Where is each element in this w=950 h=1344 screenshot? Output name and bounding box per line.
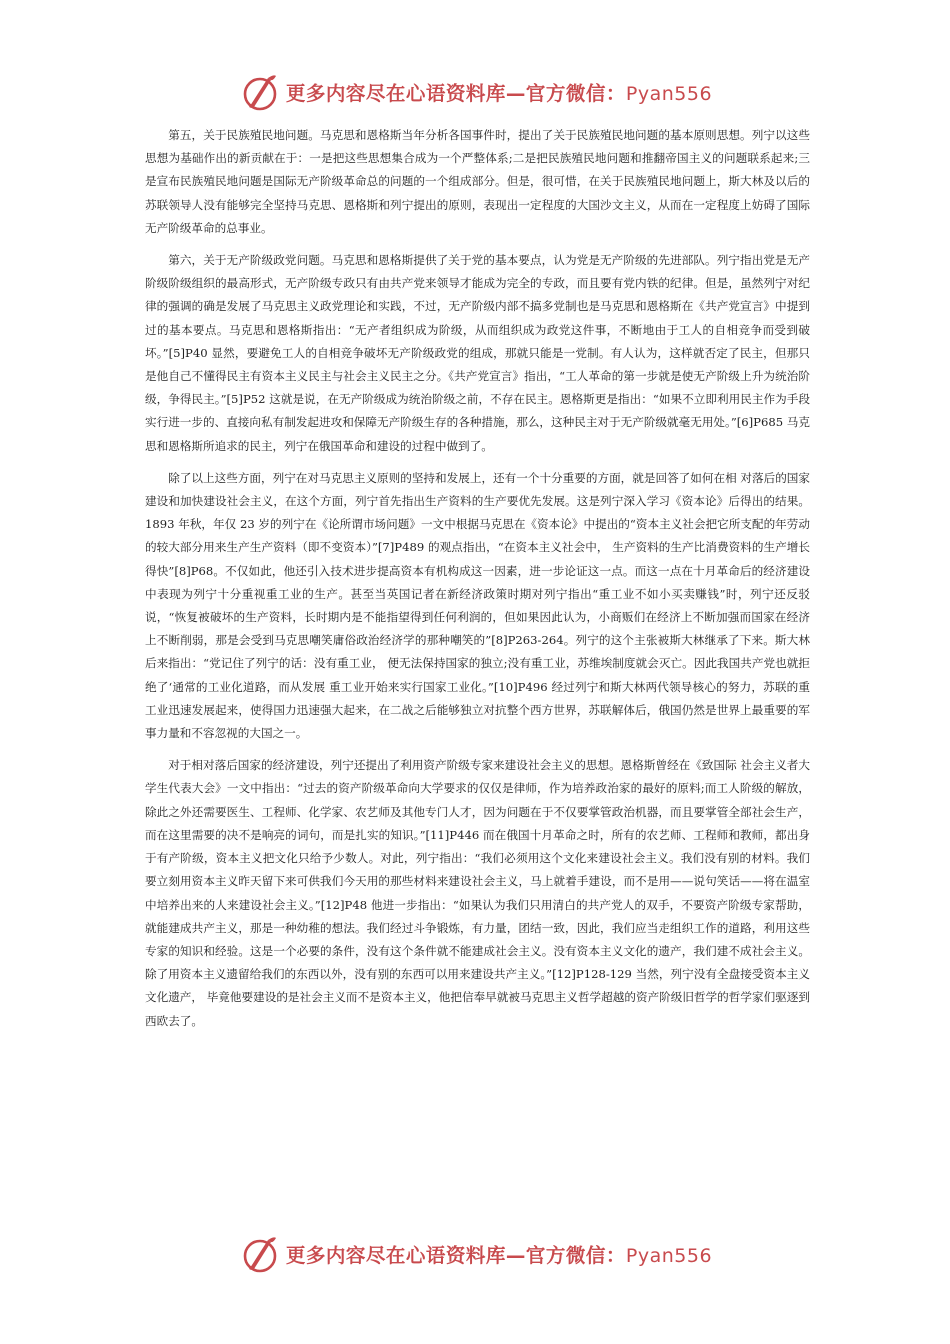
paragraph-4: 对于相对落后国家的经济建设，列宁还提出了利用资产阶级专家来建设社会主义的思想。恩格斯曾经在《致国际 社会主义者大学生代表大会》一文中指出：“过去的资产阶级革命向大学要求的仅仅是律师，作为培养政治家的最好的原料;而工人阶级的解放，除此之外还需要医生、工程师、化学家、农艺师及其他专门人才，因为问题在于不仅要掌管政治机器，而且要掌管全部社会生产，而在这里需要的决不是响亮的词句，而是扎实的知识。”[11]P446 而在俄国十月革命之时，所有的农艺师、工程师和教师，都出身于有产阶级，资本主义把文化只给予少数人。对此，列宁指出：“我们必须用这个文化来建设社会主义。我们没有别的材料。我们要立刻用资本主义昨天留下来可供我们今天用的那些材料来建设社会主义，马上就着手建设，而不是用——说句笑话——将在温室中培养出来的人来建设社会主义。”[12]P48 他进一步指出：“如果认为我们只用清白的共产党人的双手，不要资产阶级专家帮助，就能建成共产主义，那是一种幼稚的想法。我们经过斗争锻炼，有力量，团结一致，因此，我们应当走组织工作的道路，利用这些专家的知识和经验。这是一个必要的条件，没有这个条件就不能建成社会主义。没有资本主义文化的遗产，我们建不成社会主义。除了用资本主义遗留给我们的东西以外，没有别的东西可以用来建设共产主义。”[12]P128-129 当然，列宁没有全盘接受资本主义文化遗产， 毕竟他要建设的是社会主义而不是资本主义，他把信奉早就被马克思主义哲学超越的资产阶级旧哲学的哲学家们驱逐到西欧去了。: [145, 758, 810, 1028]
paragraph-2: 第六，关于无产阶级政党问题。马克思和恩格斯提供了关于党的基本要点，认为党是无产阶级的先进部队。列宁指出党是无产阶级阶级组织的最高形式，无产阶级专政只有由共产党来领导才能成为完全的专政，而且要有党内铁的纪律。但是，虽然列宁对纪律的强调的确是发展了马克思主义政党理论和实践，不过，无产阶级内部不搞多党制也是马克思和恩格斯在《共产党宣言》中提到过的基本要点。马克思和恩格斯指出：“无产者组织成为阶级，从而组织成为政党这件事，不断地由于工人的自相竞争而受到破坏。”[5]P40 显然，要避免工人的自相竞争破坏无产阶级政党的组成，那就只能是一党制。有人认为，这样就否定了民主，但那只是他自己不懂得民主有资本主义民主与社会主义民主之分。《共产党宣言》指出，“工人革命的第一步就是使无产阶级上升为统治阶级，争得民主。”[5]P52 这就是说，在无产阶级成为统治阶级之前，不存在民主。恩格斯更是指出：“如果不立即利用民主作为手段实行进一步的、直接向私有制发起进攻和保障无产阶级生存的各种措施，那么，这种民主对于无产阶级就毫无用处。”[6]P685 马克思和恩格斯所追求的民主，列宁在俄国革命和建设的过程中做到了。: [145, 253, 810, 453]
header-banner-wechat: Pyan556: [625, 83, 713, 105]
document-body: [145, 124, 810, 1042]
footer-banner-cn: 更多内容尽在心语资料库—官方微信：: [285, 1244, 626, 1267]
quill-logo-icon: [238, 70, 282, 114]
quill-logo-icon: [238, 1232, 282, 1276]
header-banner-text: [286, 78, 712, 106]
footer-banner-text: [286, 1240, 712, 1268]
header-banner-cn: 更多内容尽在心语资料库—官方微信：: [285, 82, 626, 105]
footer-banner: [0, 1230, 950, 1278]
footer-banner-wechat: Pyan556: [625, 1245, 713, 1267]
paragraph-1: 第五，关于民族殖民地问题。马克思和恩格斯当年分析各国事件时，提出了关于民族殖民地问题的基本原则思想。列宁以这些思想为基础作出的新贡献在于：一是把这些思想集合成为一个严整体系;二是把民族殖民地问题和推翻帝国主义的问题联系起来;三是宣布民族殖民地问题是国际无产阶级革命总的问题的一个组成部分。但是，很可惜，在关于民族殖民地问题上，斯大林及以后的苏联领导人没有能够完全坚持马克思、恩格斯和列宁提出的原则，表现出一定程度的大国沙文主义，从而在一定程度上妨碍了国际无产阶级革命的总事业。: [145, 128, 810, 235]
header-banner: [0, 68, 950, 116]
paragraph-3: 除了以上这些方面，列宁在对马克思主义原则的坚持和发展上，还有一个十分重要的方面，就是回答了如何在相 对落后的国家建设和加快建设社会主义，在这个方面，列宁首先指出生产资料的生产要优先发展。这是列宁深入学习《资本论》后得出的结果。1893 年秋，年仅 23 岁的列宁在《论所谓市场问题》一文中根据马克思在《资本论》中提出的“资本主义社会把它所支配的年劳动的较大部分用来生产生产资料（即不变资本）”[7]P489 的观点指出，“在资本主义社会中， 生产资料的生产比消费资料的生产增长得快”[8]P68。不仅如此，他还引入技术进步提高资本有机构成这一因素，进一步论证这一点。而这一点在十月革命后的经济建设中表现为列宁十分重视重工业的生产。甚至当英国记者在新经济政策时期对列宁指出“重工业不如小买卖赚钱”时，列宁还反驳说，“恢复被破坏的生产资料，长时期内是不能指望得到任何利润的，但如果因此认为，小商贩们在经济上不断加强而国家在经济上不断削弱，那是会受到马克思嘲笑庸俗政治经济学的那种嘲笑的”[8]P263-264。列宁的这个主张被斯大林继承了下来。斯大林后来指出：“党记住了列宁的话：没有重工业， 便无法保持国家的独立;没有重工业，苏维埃制度就会灭亡。因此我国共产党也就拒绝了‘通常的工业化道路，而从发展 重工业开始来实行国家工业化。”[10]P496 经过列宁和斯大林两代领导核心的努力，苏联的重工业迅速发展起来，使得国力迅速强大起来，在二战之后能够独立对抗整个西方世界，苏联解体后，俄国仍然是世界上最重要的军事力量和不容忽视的大国之一。: [145, 470, 810, 741]
